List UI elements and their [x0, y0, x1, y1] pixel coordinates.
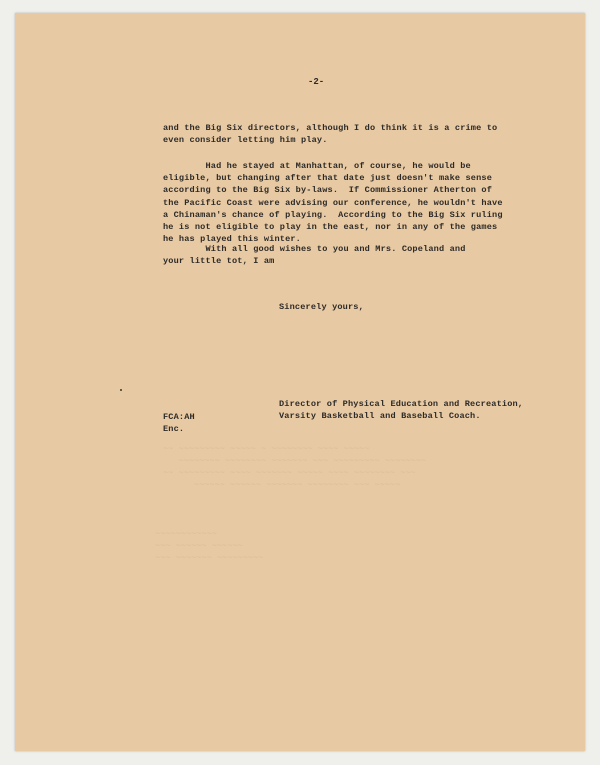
- paragraph-1: [163, 122, 497, 146]
- bleed-through: ~~~~~~~~~~~~ ~~~ ~~~~~~ ~~~~~~ ~~~ ~~~~~~~ ~~~~~~~~~: [155, 529, 264, 563]
- line: and the Big Six directors, although I do think it is a crime to: [163, 123, 498, 133]
- signature-title-1: Director of Physical Education and Recreation,: [279, 399, 524, 409]
- bleed-through: ~~ ~~~~~~~~~ ~~~~~ ~ ~~~~~~~~ ~~~~ ~~~~~ ~~~~~~~~ ~~~~~~~~ ~~~~~~~ ~~~ ~~~~~~~~~ ~~~~~~~~ ~~ ~~~~~~~~~ ~~~~ ~~~~~~~ ~~~~~ ~~~~ ~~~~~~~~ ~~~ ~~~~~~ ~~~~~~ ~~~~~~~ ~~~~~~~~ ~~~ ~~~~~: [163, 444, 427, 490]
- closing: Sincerely yours,: [279, 302, 364, 312]
- line: Had he stayed at Manhattan, of course, he would be: [163, 161, 471, 171]
- line: he has played this winter.: [163, 234, 301, 245]
- letter-page: [15, 13, 585, 751]
- line: With all good wishes to you and Mrs. Copeland and: [163, 244, 466, 254]
- typist-initials: FCA:AH: [163, 412, 195, 422]
- ink-speck: [120, 389, 122, 391]
- line: the Pacific Coast were advising our conference, he wouldn't have: [163, 197, 503, 208]
- line: he is not eligible to play in the east, nor in any of the games: [163, 222, 498, 233]
- enclosure-note: Enc.: [163, 424, 185, 435]
- line: even consider letting him play.: [163, 135, 328, 146]
- line: your little tot, I am: [163, 256, 275, 267]
- paragraph-3: [163, 243, 466, 267]
- reference-initials: [163, 411, 195, 435]
- line: according to the Big Six by-laws. If Commissioner Atherton of: [163, 185, 493, 196]
- paragraph-2: [163, 160, 503, 245]
- signature-title-2: Varsity Basketball and Baseball Coach.: [279, 411, 481, 422]
- line: a Chinaman's chance of playing. According to the Big Six ruling: [163, 209, 503, 220]
- line: eligible, but changing after that date just doesn't make sense: [163, 173, 493, 184]
- signature-block: [279, 398, 523, 422]
- page-number: -2-: [308, 77, 325, 87]
